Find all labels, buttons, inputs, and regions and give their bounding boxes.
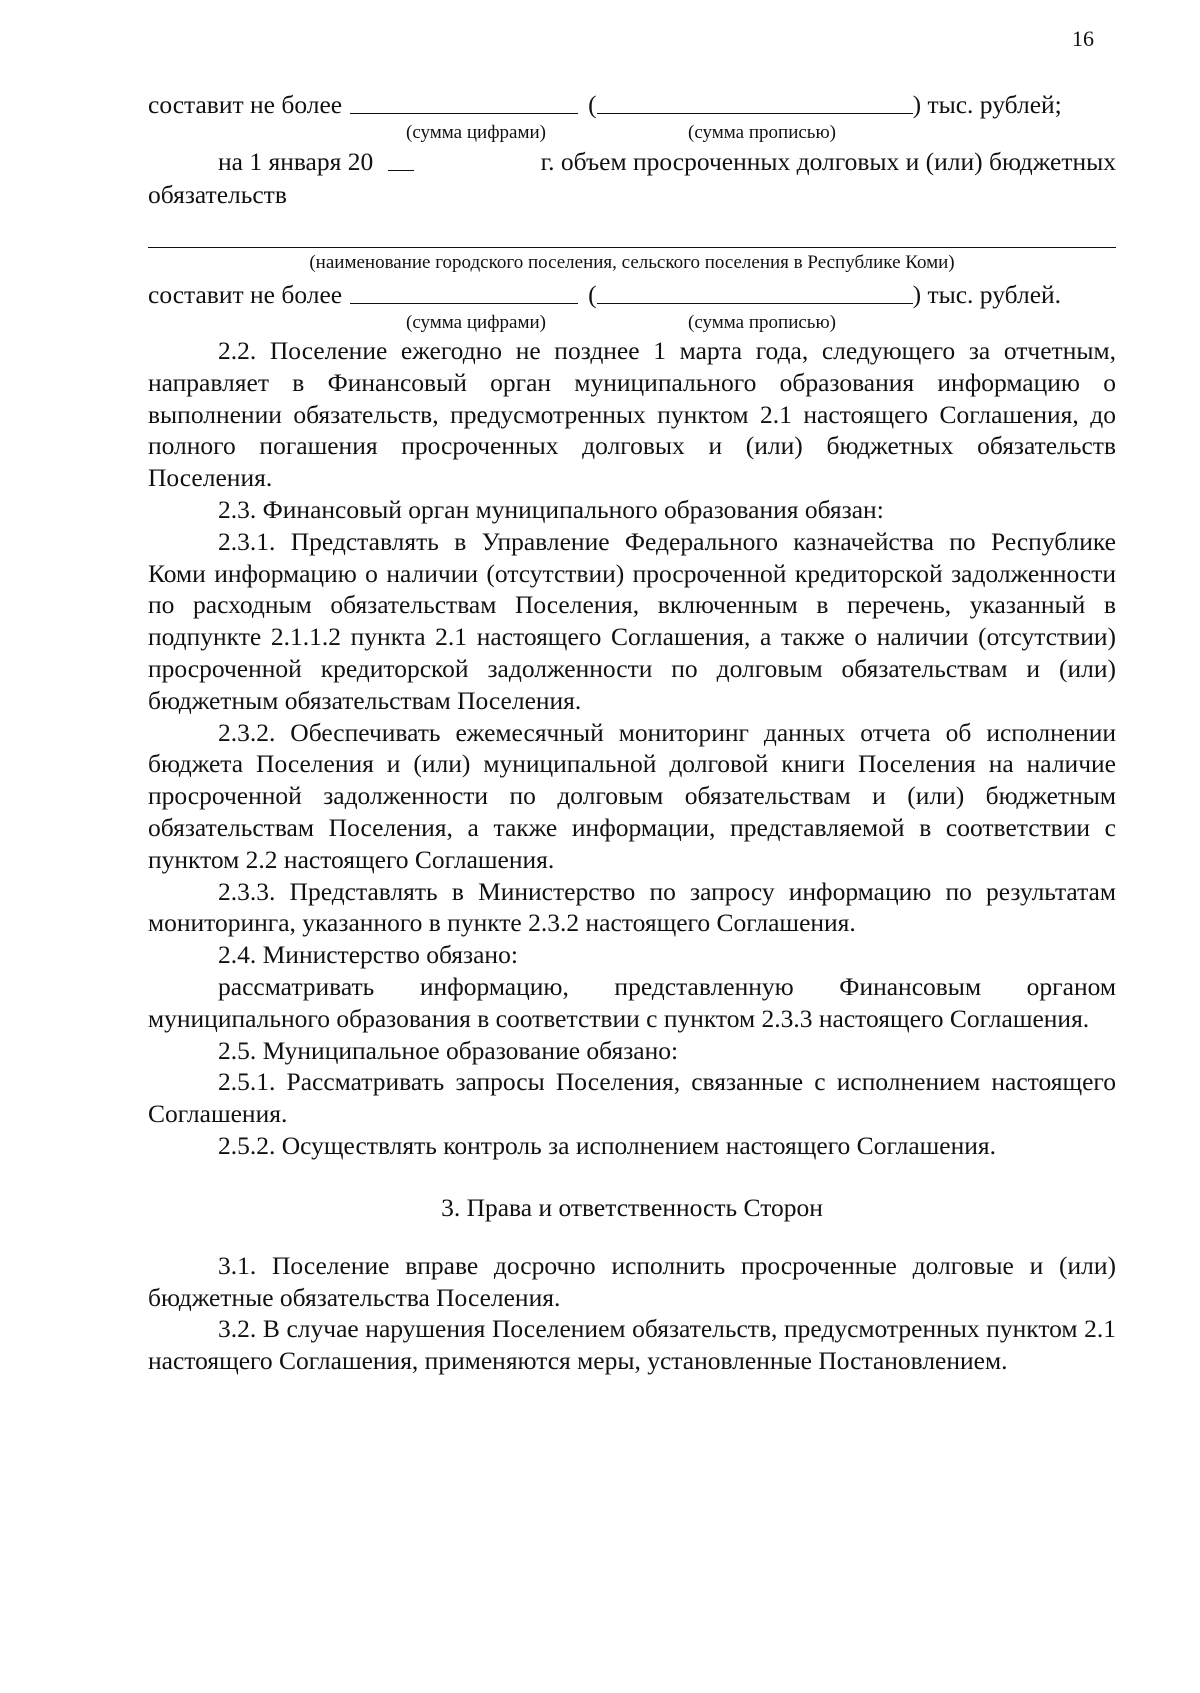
paragraph-2-2: 2.2. Поселение ежегодно не позднее 1 марта года, следующего за отчетным, направляет в Финансовый орган муниципального образования информацию о выполнении обязательств, предусмотренных пунктом 2.1 настоящего Соглашения, до полного погашения просроченных долговых и (или) бюджетных обязательств Поселения. bbox=[148, 336, 1116, 493]
amount-captions-2 bbox=[148, 311, 1116, 335]
paragraph-2-5-2: 2.5.2. Осуществлять контроль за исполнением настоящего Соглашения. bbox=[218, 1130, 996, 1160]
amount-suffix-1: ) тыс. рублей; bbox=[912, 90, 1062, 119]
caption-words-2: (сумма прописью) bbox=[688, 312, 836, 333]
date-line-continuation: обязательств bbox=[148, 180, 287, 209]
paragraph-3-2: 3.2. В случае нарушения Поселением обязательств, предусмотренных пунктом 2.1 настоящего Соглашения, применяются меры, установленные Постановлением. bbox=[148, 1314, 1116, 1376]
amount-line-2 bbox=[148, 278, 1116, 311]
amount-digits-blank-1[interactable] bbox=[350, 89, 578, 114]
paragraph-2-3-1: 2.3.1. Представлять в Управление Федерального казначейства по Республике Коми информацию о наличии (отсутствии) просроченной кредиторской задолженности по расходным обязательствам Поселения, включенным в перечень, указанный в подпункте 2.1.1.2 пункта 2.1 настоящего Соглашения, а также о наличии (отсутствии) просроченной кредиторской задолженности по долговым обязательствам и (или) бюджетным обязательствам Поселения. bbox=[148, 526, 1116, 715]
amount-suffix-2: ) тыс. рублей. bbox=[912, 280, 1062, 309]
caption-words-1: (сумма прописью) bbox=[688, 122, 836, 143]
paragraph-2-3-2: 2.3.2. Обеспечивать ежемесячный мониторинг данных отчета об исполнении бюджета Поселения и (или) муниципальной долговой книги Поселения на наличие просроченной задолженности по долговым обязательствам и (или) бюджетным обязательствам Поселения, а также информации, представляемой в соответствии с пунктом 2.2 настоящего Соглашения. bbox=[148, 717, 1116, 874]
amount-open-paren-2: ( bbox=[588, 280, 597, 309]
year-blank[interactable] bbox=[388, 146, 414, 171]
date-line-start: на 1 января 20 bbox=[218, 147, 374, 176]
paragraph-2-3: 2.3. Финансовый орган муниципального образования обязан: bbox=[218, 494, 884, 524]
paragraph-2-4-text: рассматривать информацию, представленную Финансовым органом муниципального образования в соответствии с пунктом 2.3.3 настоящего Соглашения. bbox=[148, 971, 1116, 1033]
date-line bbox=[148, 145, 1116, 178]
amount-prefix-1: составит не более bbox=[148, 90, 343, 119]
settlement-name-blank[interactable] bbox=[148, 221, 1116, 248]
amount-words-blank-2[interactable] bbox=[597, 279, 913, 304]
page-number: 16 bbox=[1072, 26, 1094, 51]
amount-digits-blank-2[interactable] bbox=[350, 279, 578, 304]
document-body bbox=[148, 88, 1116, 1377]
amount-words-blank-1[interactable] bbox=[597, 89, 913, 114]
settlement-caption: (наименование городского поселения, сельского поселения в Республике Коми) bbox=[309, 252, 955, 273]
amount-prefix-2: составит не более bbox=[148, 280, 343, 309]
paragraph-2-3-3: 2.3.3. Представлять в Министерство по запросу информацию по результатам мониторинга, указанного в пункте 2.3.2 настоящего Соглашения. bbox=[148, 876, 1116, 938]
paragraph-2-5-1: 2.5.1. Рассматривать запросы Поселения, связанные с исполнением настоящего Соглашения. bbox=[148, 1067, 1116, 1129]
caption-digits-2: (сумма цифрами) bbox=[406, 312, 546, 333]
caption-digits-1: (сумма цифрами) bbox=[406, 122, 546, 143]
section-heading: 3. Права и ответственность Сторон bbox=[441, 1192, 823, 1222]
paragraph-3-1: 3.1. Поселение вправе досрочно исполнить просроченные долговые и (или) бюджетные обязательства Поселения. bbox=[148, 1250, 1116, 1312]
paragraph-2-5: 2.5. Муниципальное образование обязано: bbox=[218, 1035, 679, 1065]
amount-line-1 bbox=[148, 88, 1116, 121]
amount-open-paren-1: ( bbox=[588, 90, 597, 119]
date-line-end: г. объем просроченных долговых и (или) бюджетных bbox=[540, 147, 1116, 176]
amount-captions-1 bbox=[148, 121, 1116, 145]
paragraph-2-4: 2.4. Министерство обязано: bbox=[218, 940, 518, 970]
